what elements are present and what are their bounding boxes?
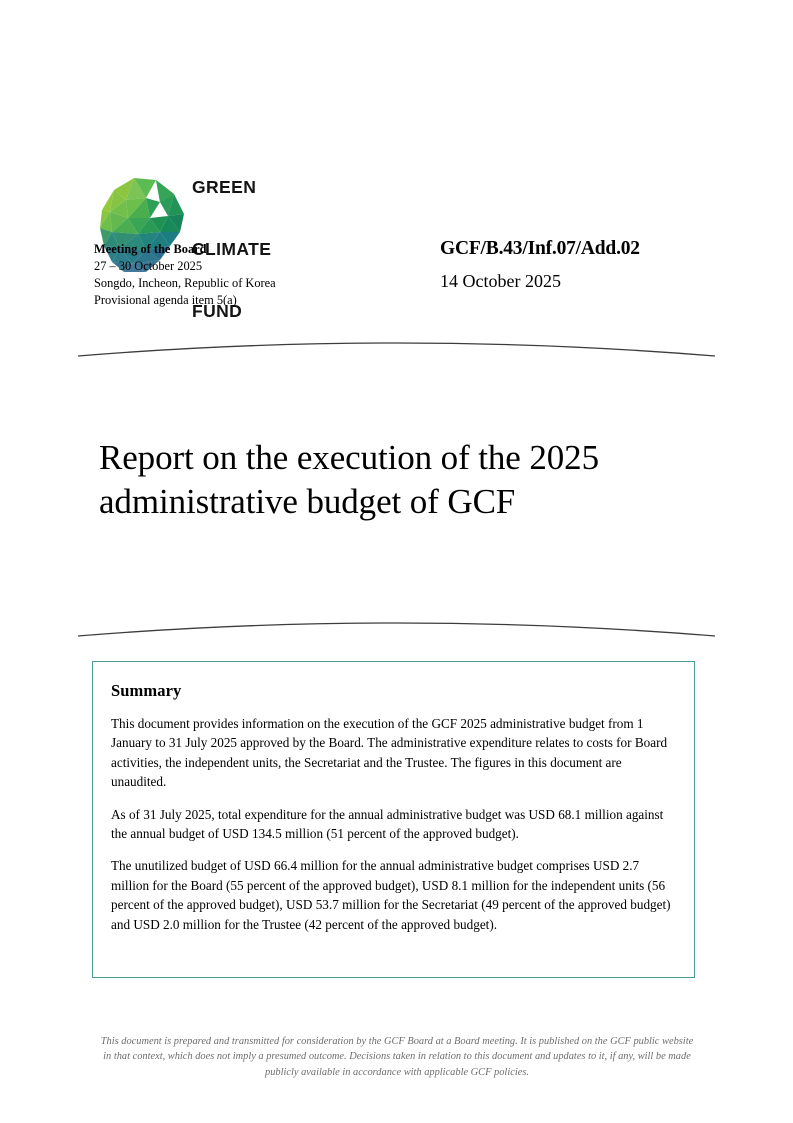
wordmark-line-climate: CLIMATE: [192, 239, 272, 260]
meeting-title: Meeting of the Board: [94, 242, 207, 256]
curve-line-icon: [78, 332, 715, 358]
document-reference-block: [440, 239, 640, 290]
summary-heading: Summary: [111, 681, 182, 700]
footer-disclaimer: This document is prepared and transmitted for consideration by the GCF Board at a Board meeting. It is published on the GCF public website in that context, which does not imply a presumed outcome. Decisions taken in relation to this document and updates to it, if any, will be made publicly available in accordance with applicable GCF policies.: [100, 1036, 694, 1078]
gcf-logo: [94, 88, 271, 363]
summary-paragraph-1: This document provides information on the execution of the GCF 2025 administrative budget from 1 January to 31 July 2025 approved by the Board. The administrative expenditure relates to costs for Board activities, the independent units, the Secretariat and the Trustee. The figures in this document are unaudited.: [111, 716, 668, 790]
document-date: 14 October 2025: [440, 270, 561, 291]
agenda-item: Provisional agenda item 5(a): [94, 292, 237, 307]
wordmark-line-green: GREEN: [192, 177, 257, 198]
page-title: Report on the execution of the 2025 administrative budget of GCF: [99, 438, 599, 522]
summary-content: [93, 662, 694, 934]
document-number: GCF/B.43/Inf.07/Add.02: [440, 238, 640, 259]
wordmark-line-fund: FUND: [192, 301, 243, 322]
decorative-divider-bottom: [78, 612, 715, 638]
curve-line-icon: [78, 612, 715, 638]
summary-box: [92, 661, 695, 978]
summary-paragraph-2: As of 31 July 2025, total expenditure for the annual administrative budget was USD 68.1 million against the annual budget of USD 134.5 million (51 percent of the approved budget).: [111, 806, 664, 842]
meeting-info-block: [94, 241, 276, 308]
gcf-wordmark: [192, 88, 271, 363]
summary-paragraph-3: The unutilized budget of USD 66.4 million for the annual administrative budget comprises USD 2.7 million for the Board (55 percent of the approved budget), USD 8.1 million for the independent units (56 percent of the approved budget), USD 53.7 million for the Secretariat (49 percent of the approved budget) and USD 2.0 million for the Trustee (42 percent of the approved budget).: [111, 858, 671, 932]
meeting-location: Songdo, Incheon, Republic of Korea: [94, 275, 276, 290]
meeting-dates: 27 – 30 October 2025: [94, 258, 203, 273]
decorative-divider-top: [78, 332, 715, 358]
